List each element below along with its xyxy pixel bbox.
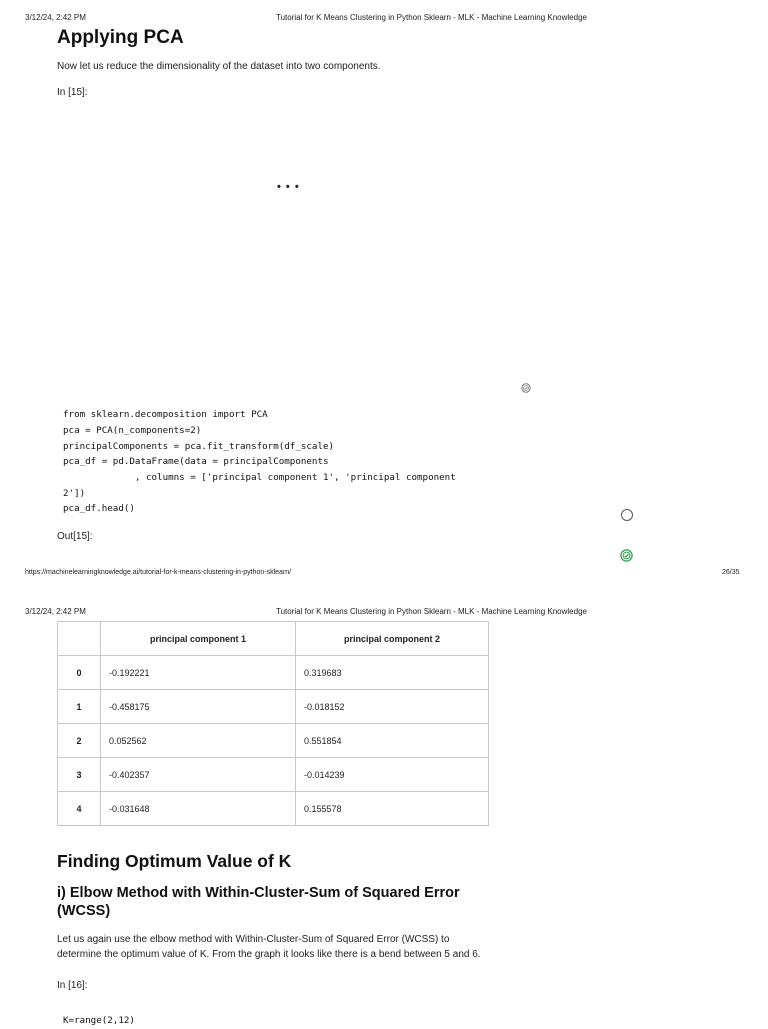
table-row xyxy=(58,758,489,792)
code-line: pca_df = pd.DataFrame(data = principalComponents xyxy=(63,456,329,467)
code-line: , columns = ['principal component 1', 'principal component xyxy=(63,472,456,483)
output-cell-label: Out[15]: xyxy=(57,531,93,542)
page-header-date: 3/12/24, 2:42 PM xyxy=(25,607,86,616)
table-row xyxy=(58,724,489,758)
row-index: 3 xyxy=(58,758,101,792)
table-cell: 0.551854 xyxy=(296,724,489,758)
table-header-cell xyxy=(58,622,101,656)
table-row xyxy=(58,690,489,724)
page-header-title: Tutorial for K Means Clustering in Python Sklearn - MLK - Machine Learning Knowledge xyxy=(276,607,587,616)
table-cell: 0.319683 xyxy=(296,656,489,690)
elbow-paragraph: Let us again use the elbow method with Within-Cluster-Sum of Squared Error (WCSS) to determine the optimum value of K. From the graph it looks like there is a bend between 5 and 6. xyxy=(57,934,481,960)
code-line: K=range(2,12) xyxy=(63,1015,135,1026)
table-cell: -0.031648 xyxy=(101,792,296,826)
table-row xyxy=(58,656,489,690)
input-cell-label: In [15]: xyxy=(57,87,88,98)
code-line: principalComponents = pca.fit_transform(df_scale) xyxy=(63,441,335,452)
table-cell: 0.155578 xyxy=(296,792,489,826)
row-index: 2 xyxy=(58,724,101,758)
table-header-cell: principal component 2 xyxy=(296,622,489,656)
circle-icon[interactable] xyxy=(621,509,633,521)
table-cell: 0.052562 xyxy=(101,724,296,758)
code-line: 2']) xyxy=(63,488,86,499)
row-index: 1 xyxy=(58,690,101,724)
table-header-cell: principal component 1 xyxy=(101,622,296,656)
code-line: pca_df.head() xyxy=(63,503,135,514)
check-circle-icon[interactable] xyxy=(620,549,633,562)
table-row xyxy=(58,792,489,826)
table-cell: -0.192221 xyxy=(101,656,296,690)
page-header-date: 3/12/24, 2:42 PM xyxy=(25,13,86,22)
page-footer-url: https://machinelearningknowledge.ai/tutorial-for-k-means-clustering-in-python-sklearn/ xyxy=(25,569,292,576)
table-cell: -0.458175 xyxy=(101,690,296,724)
section-title-optimum-k: Finding Optimum Value of K xyxy=(57,851,292,871)
row-index: 4 xyxy=(58,792,101,826)
page-header-title: Tutorial for K Means Clustering in Python Sklearn - MLK - Machine Learning Knowledge xyxy=(276,13,587,22)
pca-dataframe-table xyxy=(57,621,489,826)
table-cell: -0.014239 xyxy=(296,758,489,792)
code-line: from sklearn.decomposition import PCA xyxy=(63,409,268,420)
table-header-row xyxy=(58,622,489,656)
subsection-title-elbow-method: i) Elbow Method with Within-Cluster-Sum of Squared Error (WCSS) xyxy=(57,885,460,919)
table-cell: -0.018152 xyxy=(296,690,489,724)
check-badge-icon xyxy=(521,380,531,390)
more-options-ellipsis[interactable]: • • • xyxy=(277,181,300,193)
intro-paragraph: Now let us reduce the dimensionality of the dataset into two components. xyxy=(57,61,381,72)
table-cell: -0.402357 xyxy=(101,758,296,792)
input-cell-label: In [16]: xyxy=(57,980,88,991)
row-index: 0 xyxy=(58,656,101,690)
code-line: pca = PCA(n_components=2) xyxy=(63,425,202,436)
section-title-applying-pca: Applying PCA xyxy=(57,27,184,48)
page-footer-number: 26/35 xyxy=(722,569,740,576)
